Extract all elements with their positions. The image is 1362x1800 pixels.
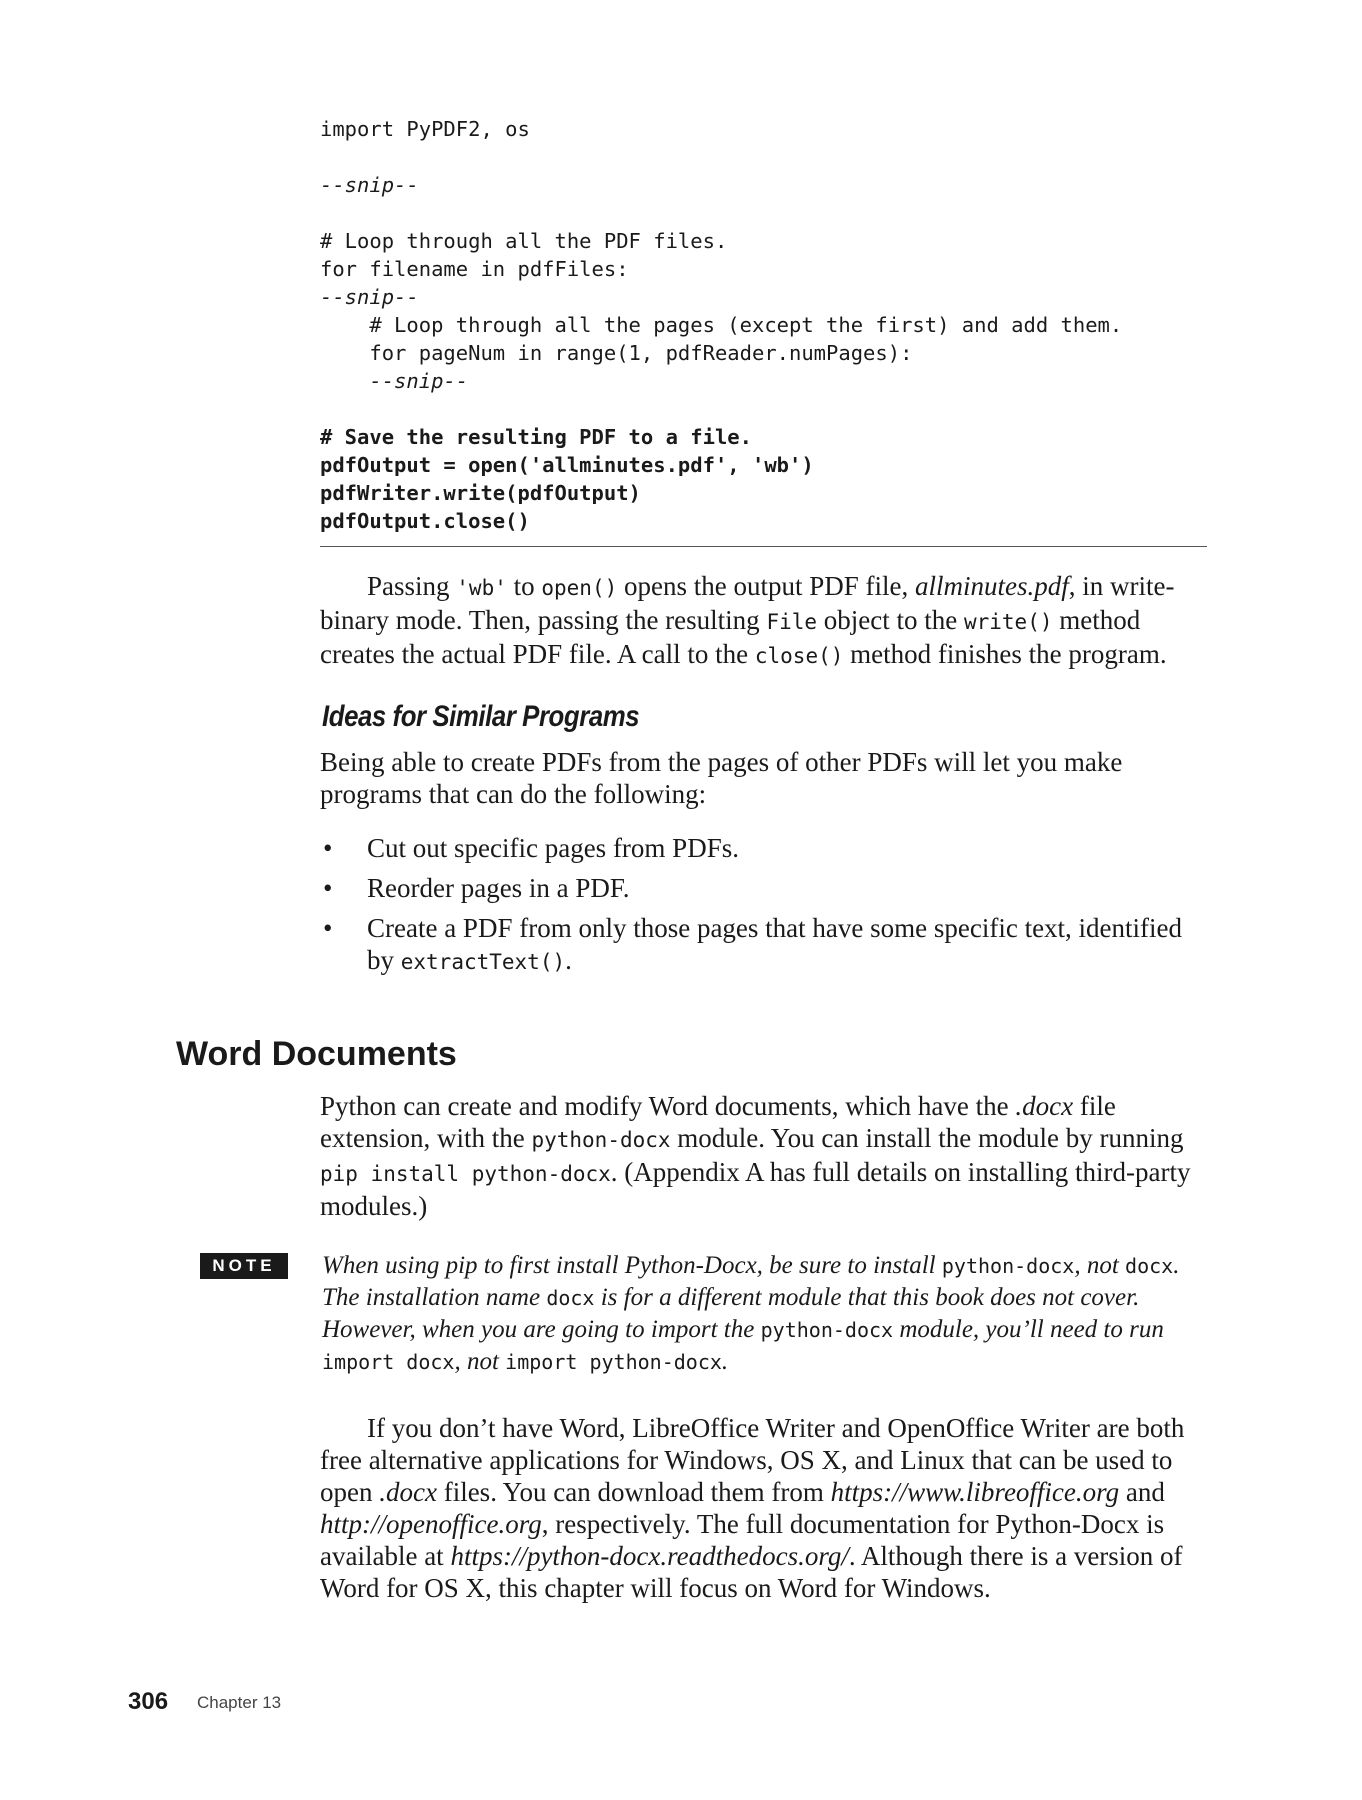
code-snip: --snip-- bbox=[369, 369, 469, 393]
code-line-bold: pdfOutput = open('allminutes.pdf', 'wb') bbox=[320, 453, 814, 477]
code-divider bbox=[320, 546, 1207, 547]
paragraph-word-intro: Python can create and modify Word documents, which have the .docx file extension, with the python-docx module. You can install the module by running pip install python-docx. (Appendix A has full details on installing third-party modules.) bbox=[320, 1091, 1191, 1221]
code-line: for pageNum in range(1, pdfReader.numPages): bbox=[320, 341, 913, 365]
code-line-bold: pdfOutput.close() bbox=[320, 509, 530, 533]
link-openoffice: http://openoffice.org bbox=[320, 1509, 542, 1539]
bullet-icon: • bbox=[323, 873, 333, 903]
page-number: 306 bbox=[128, 1688, 169, 1715]
note-text: When using pip to first install Python-Docx, be sure to install python-docx, not docx. The installation name docx is for a different module that this book does not cover. However, when you are going to import the python-docx module, you’ll need to run import docx, not import python-docx. bbox=[322, 1252, 1180, 1375]
link-python-docx-docs: https://python-docx.readthedocs.org/ bbox=[450, 1541, 849, 1571]
link-libreoffice: https://www.libreoffice.org bbox=[830, 1477, 1120, 1507]
code-line: import PyPDF2, os bbox=[320, 117, 530, 141]
code-line: # Loop through all the PDF files. bbox=[320, 229, 728, 253]
code-listing bbox=[320, 115, 1220, 535]
paragraph-ideas-intro: Being able to create PDFs from the pages of other PDFs will let you make programs that can do the following: bbox=[320, 747, 1123, 809]
paragraph-passing-wb: Passing 'wb' to open() opens the output PDF file, allminutes.pdf, in write-binary mode. Then, passing the resulting File object to the write() method creates the actual PDF file. A call to the close() method finishes the program. bbox=[320, 571, 1175, 669]
paragraph-alternatives: If you don’t have Word, LibreOffice Writer and OpenOffice Writer are both free alternative applications for Windows, OS X, and Linux that can be used to open .docx files. You can download them from https://www.libreoffice.org and http://openoffice.org, respectively. The full documentation for Python-Docx is available at https://python-docx.readthedocs.org/. Although there is a version of Word for OS X, this chapter will focus on Word for Windows. bbox=[320, 1413, 1185, 1603]
list-item: • Create a PDF from only those pages that have some specific text, identified by extractText(). bbox=[323, 913, 1183, 975]
code-line-bold: # Save the resulting PDF to a file. bbox=[320, 425, 752, 449]
code-snip: --snip-- bbox=[320, 285, 419, 309]
section-heading-ideas: Ideas for Similar Programs bbox=[322, 700, 640, 733]
code-line: for filename in pdfFiles: bbox=[320, 257, 629, 281]
chapter-label: Chapter 13 bbox=[197, 1693, 282, 1712]
bullet-icon: • bbox=[323, 833, 333, 863]
section-heading-word-documents: Word Documents bbox=[176, 1035, 457, 1073]
ideas-list bbox=[320, 832, 1210, 978]
code-line: # Loop through all the pages (except the first) and add them. bbox=[320, 313, 1123, 337]
bullet-icon: • bbox=[323, 913, 333, 943]
note-badge: NOTE bbox=[200, 1253, 288, 1279]
list-item: • Cut out specific pages from PDFs. bbox=[323, 833, 739, 863]
code-line-bold: pdfWriter.write(pdfOutput) bbox=[320, 481, 641, 505]
list-item: • Reorder pages in a PDF. bbox=[323, 873, 630, 903]
code-snip: --snip-- bbox=[320, 173, 419, 197]
